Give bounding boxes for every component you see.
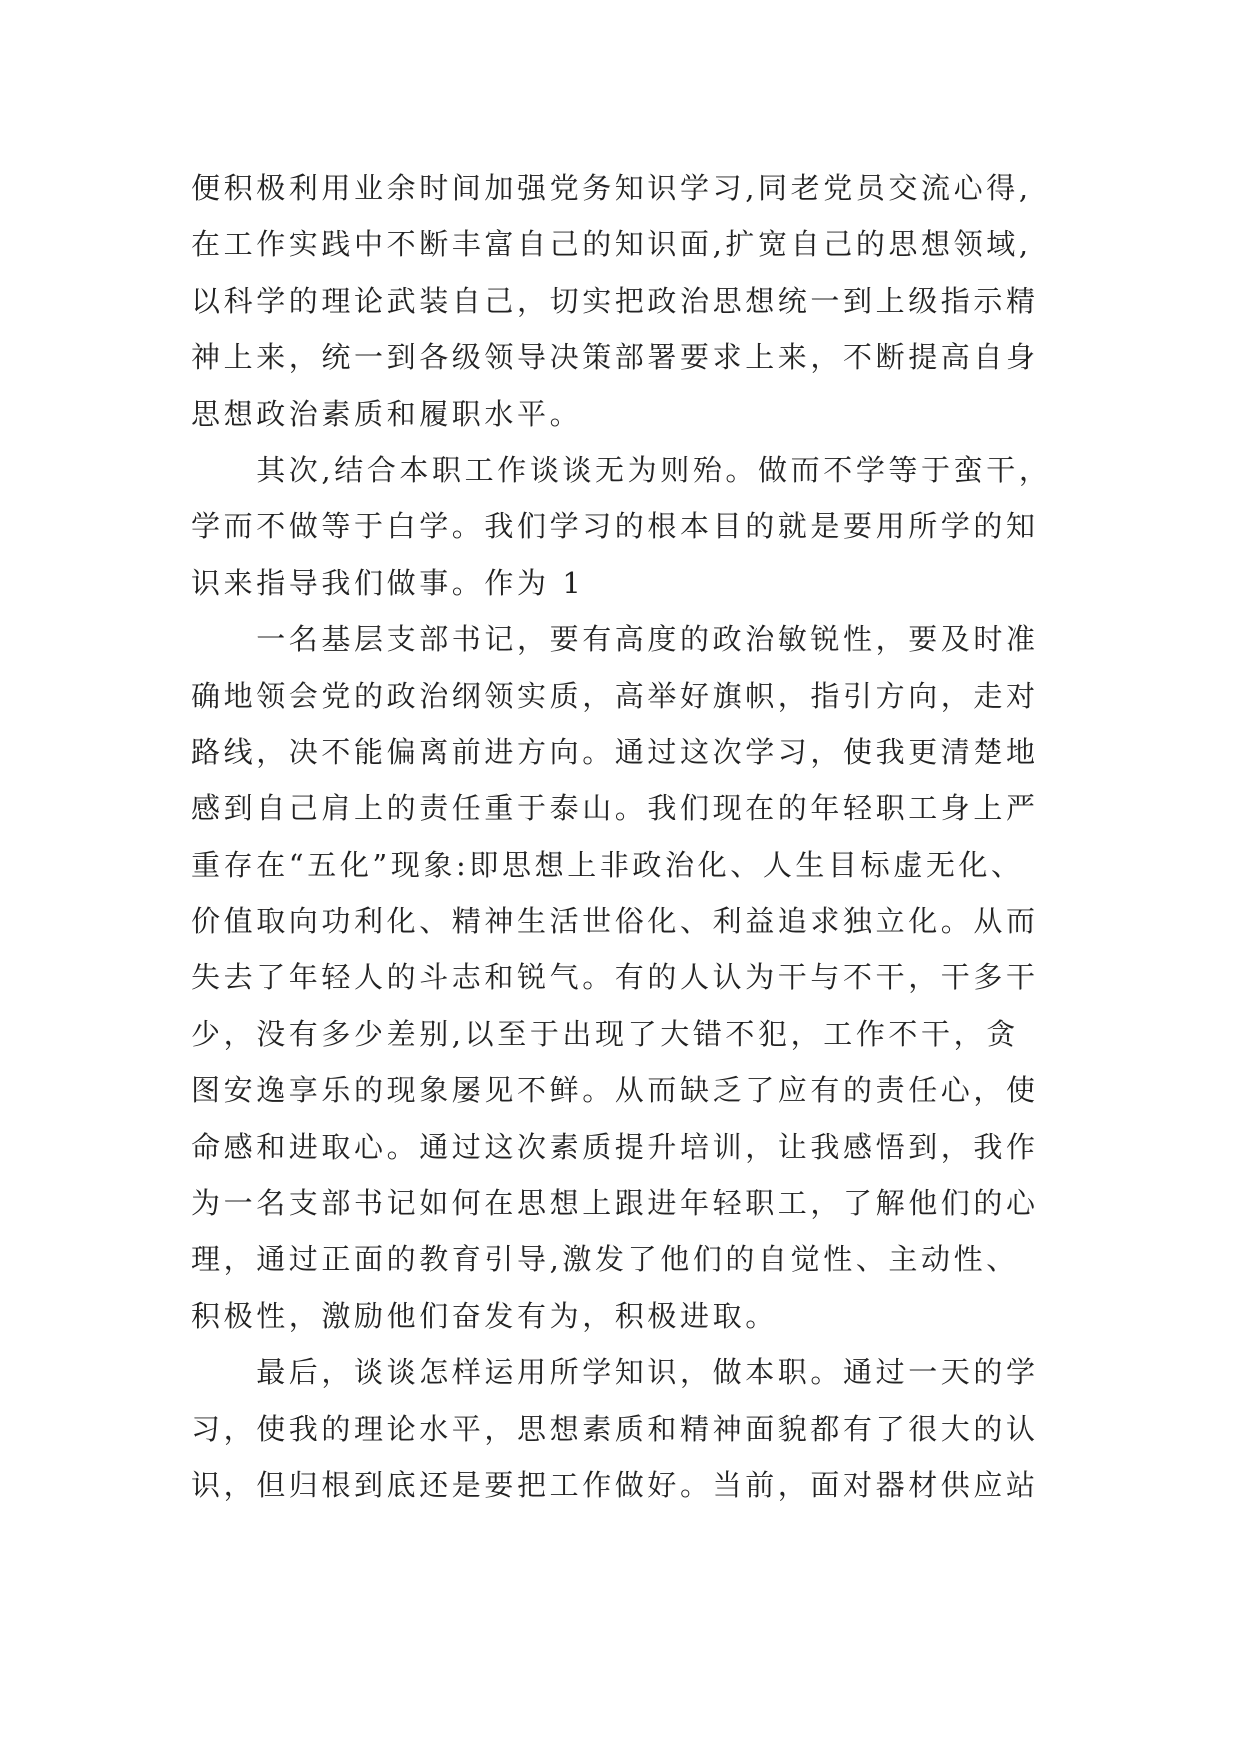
text-line: 路线，决不能偏离前进方向。通过这次学习，使我更清楚地 <box>191 734 1039 769</box>
text-line: 其次,结合本职工作谈谈无为则殆。做而不学等于蛮干， <box>191 452 1052 487</box>
text-line: 失去了年轻人的斗志和锐气。有的人认为干与不干，干多干 <box>191 960 1039 995</box>
text-line: 价值取向功利化、精神生活世俗化、利益追求独立化。从而 <box>191 904 1039 939</box>
text-line: 思想政治素质和履职水平。 <box>191 396 583 431</box>
text-line: 习，使我的理论水平，思想素质和精神面貌都有了很大的认 <box>191 1411 1039 1446</box>
text-line: 确地领会党的政治纲领实质，高举好旗帜，指引方向，走对 <box>191 678 1039 713</box>
text-line: 在工作实践中不断丰富自己的知识面,扩宽自己的思想领域, <box>191 227 1032 262</box>
text-line: 积极性，激励他们奋发有为，积极进取。 <box>191 1298 778 1333</box>
text-line: 神上来，统一到各级领导决策部署要求上来，不断提高自身 <box>191 340 1039 375</box>
text-line: 重存在“五化”现象:即思想上非政治化、人生目标虚无化、 <box>191 847 1024 882</box>
text-line: 识，但归根到底还是要把工作做好。当前，面对器材供应站 <box>191 1467 1039 1502</box>
text-line: 为一名支部书记如何在思想上跟进年轻职工，了解他们的心 <box>191 1186 1039 1221</box>
text-line: 最后，谈谈怎样运用所学知识，做本职。通过一天的学 <box>191 1355 1039 1390</box>
text-line: 理，通过正面的教育引导,激发了他们的自觉性、主动性、 <box>191 1242 1019 1277</box>
text-line: 以科学的理论武装自己，切实把政治思想统一到上级指示精 <box>191 283 1039 318</box>
text-line: 便积极利用业余时间加强党务知识学习,同老党员交流心得, <box>191 171 1032 205</box>
body-text <box>191 160 1091 1513</box>
text-line: 识来指导我们做事。作为 1 <box>191 565 585 600</box>
text-line: 一名基层支部书记，要有高度的政治敏锐性，要及时准 <box>191 622 1039 657</box>
text-line: 感到自己肩上的责任重于泰山。我们现在的年轻职工身上严 <box>191 791 1039 826</box>
text-line: 少，没有多少差别,以至于出现了大错不犯，工作不干，贪 <box>191 1016 1019 1051</box>
text-line: 图安逸享乐的现象屡见不鲜。从而缺乏了应有的责任心，使 <box>191 1073 1039 1108</box>
text-line: 命感和进取心。通过这次素质提升培训，让我感悟到，我作 <box>191 1129 1039 1164</box>
text-line: 学而不做等于白学。我们学习的根本目的就是要用所学的知 <box>191 509 1039 544</box>
